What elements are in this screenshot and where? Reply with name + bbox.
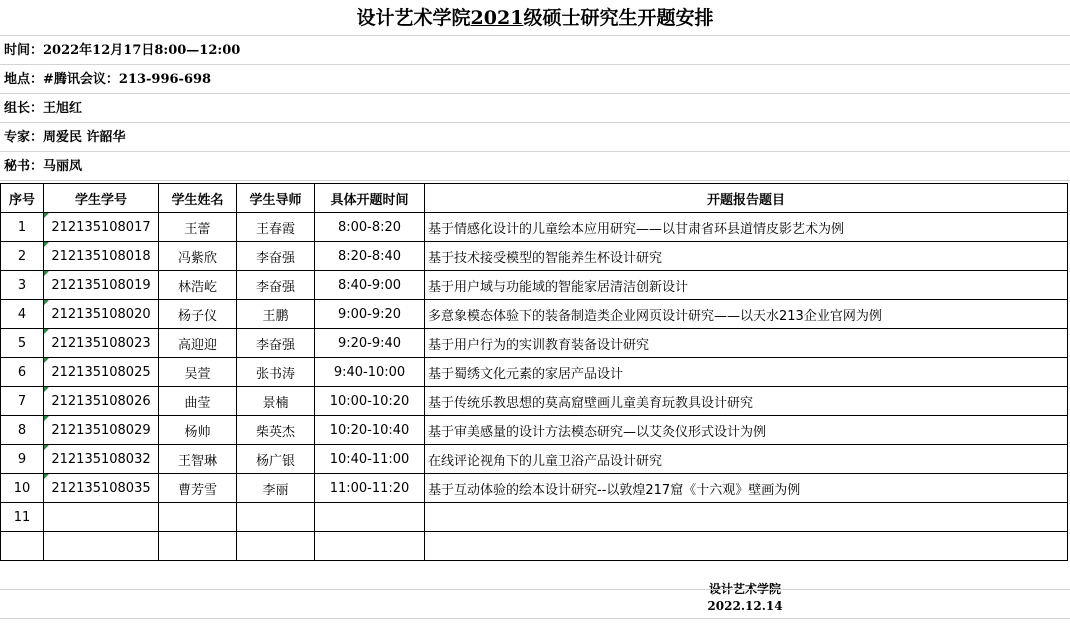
topic-cell[interactable]: 基于蜀绣文化元素的家居产品设计: [425, 358, 1068, 387]
topic-cell[interactable]: 基于用户行为的实训教育装备设计研究: [425, 329, 1068, 358]
table-row: [1, 271, 1068, 300]
advisor-cell[interactable]: 李奋强: [237, 271, 315, 300]
advisor-cell[interactable]: 景楠: [237, 387, 315, 416]
student-id-cell[interactable]: 212135108017: [44, 213, 159, 242]
topic-cell[interactable]: 基于审美感量的设计方法模态研究—以艾灸仪形式设计为例: [425, 416, 1068, 445]
topic-cell[interactable]: 基于用户域与功能域的智能家居清洁创新设计: [425, 271, 1068, 300]
row-no[interactable]: 7: [1, 387, 44, 416]
time-cell[interactable]: 8:00-8:20: [315, 213, 425, 242]
table-row: [1, 387, 1068, 416]
table-row: [1, 445, 1068, 474]
row-no[interactable]: 10: [1, 474, 44, 503]
student-name-cell[interactable]: 高迎迎: [159, 329, 237, 358]
grid-line: [0, 618, 1070, 619]
time-cell[interactable]: 9:00-9:20: [315, 300, 425, 329]
info-secretary: 秘书：马丽凤: [0, 152, 1070, 181]
advisor-cell[interactable]: 张书涛: [237, 358, 315, 387]
row-no[interactable]: 1: [1, 213, 44, 242]
student-id-cell[interactable]: [44, 532, 159, 561]
student-name-cell[interactable]: 吴萱: [159, 358, 237, 387]
advisor-cell[interactable]: 王春霞: [237, 213, 315, 242]
student-id-cell[interactable]: 212135108019: [44, 271, 159, 300]
schedule-table: [0, 183, 1068, 561]
header-advisor[interactable]: 学生导师: [237, 184, 315, 213]
header-no[interactable]: 序号: [1, 184, 44, 213]
advisor-cell[interactable]: 李奋强: [237, 329, 315, 358]
title-prefix: 设计艺术学院: [356, 7, 471, 29]
grid-line: [0, 589, 1070, 590]
topic-cell[interactable]: [425, 503, 1068, 532]
student-name-cell[interactable]: 王蕾: [159, 213, 237, 242]
row-no[interactable]: 9: [1, 445, 44, 474]
student-id-cell[interactable]: 212135108020: [44, 300, 159, 329]
header-student-id[interactable]: 学生学号: [44, 184, 159, 213]
advisor-cell[interactable]: [237, 503, 315, 532]
footer-org: 设计艺术学院: [708, 582, 781, 596]
topic-cell[interactable]: [425, 532, 1068, 561]
student-name-cell[interactable]: 杨子仪: [159, 300, 237, 329]
table-row: [1, 242, 1068, 271]
info-experts: 专家：周爱民 许韶华: [0, 123, 1070, 152]
title-suffix: 级硕士研究生开题安排: [523, 7, 714, 29]
topic-cell[interactable]: 多意象模态体验下的装备制造类企业网页设计研究——以天水213企业官网为例: [425, 300, 1068, 329]
table-row: [1, 213, 1068, 242]
student-name-cell[interactable]: 冯紫欣: [159, 242, 237, 271]
time-cell[interactable]: 8:20-8:40: [315, 242, 425, 271]
footer-date: 2022.12.14: [707, 599, 783, 613]
advisor-cell[interactable]: 李丽: [237, 474, 315, 503]
advisor-cell[interactable]: 王鹏: [237, 300, 315, 329]
page-title: [0, 0, 1070, 36]
row-no[interactable]: 3: [1, 271, 44, 300]
topic-cell[interactable]: 基于情感化设计的儿童绘本应用研究——以甘肃省环县道情皮影艺术为例: [425, 213, 1068, 242]
topic-cell[interactable]: 在线评论视角下的儿童卫浴产品设计研究: [425, 445, 1068, 474]
row-no[interactable]: [1, 532, 44, 561]
student-id-cell[interactable]: [44, 503, 159, 532]
table-row: [1, 416, 1068, 445]
table-row: [1, 474, 1068, 503]
table-row: [1, 329, 1068, 358]
info-location: 地点：#腾讯会议：213-996-698: [0, 65, 1070, 94]
row-no[interactable]: 8: [1, 416, 44, 445]
row-no[interactable]: 2: [1, 242, 44, 271]
topic-cell[interactable]: 基于传统乐教思想的莫高窟壁画儿童美育玩教具设计研究: [425, 387, 1068, 416]
topic-cell[interactable]: 基于互动体验的绘本设计研究--以敦煌217窟《十六观》壁画为例: [425, 474, 1068, 503]
table-row: [1, 300, 1068, 329]
advisor-cell[interactable]: 柴英杰: [237, 416, 315, 445]
row-no[interactable]: 11: [1, 503, 44, 532]
row-no[interactable]: 4: [1, 300, 44, 329]
row-no[interactable]: 6: [1, 358, 44, 387]
advisor-cell[interactable]: 李奋强: [237, 242, 315, 271]
info-time: 时间：2022年12月17日8:00—12:00: [0, 36, 1070, 65]
row-no[interactable]: 5: [1, 329, 44, 358]
header-time[interactable]: 具体开题时间: [315, 184, 425, 213]
time-cell[interactable]: 8:40-9:00: [315, 271, 425, 300]
time-cell[interactable]: 9:40-10:00: [315, 358, 425, 387]
header-student-name[interactable]: 学生姓名: [159, 184, 237, 213]
advisor-cell[interactable]: [237, 532, 315, 561]
header-topic[interactable]: 开题报告题目: [425, 184, 1068, 213]
time-cell[interactable]: 10:00-10:20: [315, 387, 425, 416]
student-id-cell[interactable]: 212135108025: [44, 358, 159, 387]
student-id-cell[interactable]: 212135108026: [44, 387, 159, 416]
student-name-cell[interactable]: [159, 503, 237, 532]
student-id-cell[interactable]: 212135108018: [44, 242, 159, 271]
table-row: [1, 358, 1068, 387]
student-name-cell[interactable]: 曹芳雪: [159, 474, 237, 503]
student-id-cell[interactable]: 212135108029: [44, 416, 159, 445]
table-row: [1, 503, 1068, 532]
time-cell[interactable]: 10:20-10:40: [315, 416, 425, 445]
advisor-cell[interactable]: 杨广银: [237, 445, 315, 474]
time-cell[interactable]: 9:20-9:40: [315, 329, 425, 358]
student-name-cell[interactable]: [159, 532, 237, 561]
time-cell[interactable]: 10:40-11:00: [315, 445, 425, 474]
student-id-cell[interactable]: 212135108035: [44, 474, 159, 503]
student-name-cell[interactable]: 王智琳: [159, 445, 237, 474]
student-name-cell[interactable]: 杨帅: [159, 416, 237, 445]
info-leader: 组长：王旭红: [0, 94, 1070, 123]
student-id-cell[interactable]: 212135108023: [44, 329, 159, 358]
topic-cell[interactable]: 基于技术接受模型的智能养生杯设计研究: [425, 242, 1068, 271]
time-cell[interactable]: 11:00-11:20: [315, 474, 425, 503]
student-name-cell[interactable]: 林浩屹: [159, 271, 237, 300]
time-cell[interactable]: [315, 503, 425, 532]
title-year: 2021: [470, 7, 524, 29]
table-row: [1, 532, 1068, 561]
table-header-row: [1, 184, 1068, 213]
student-name-cell[interactable]: 曲莹: [159, 387, 237, 416]
time-cell[interactable]: [315, 532, 425, 561]
student-id-cell[interactable]: 212135108032: [44, 445, 159, 474]
